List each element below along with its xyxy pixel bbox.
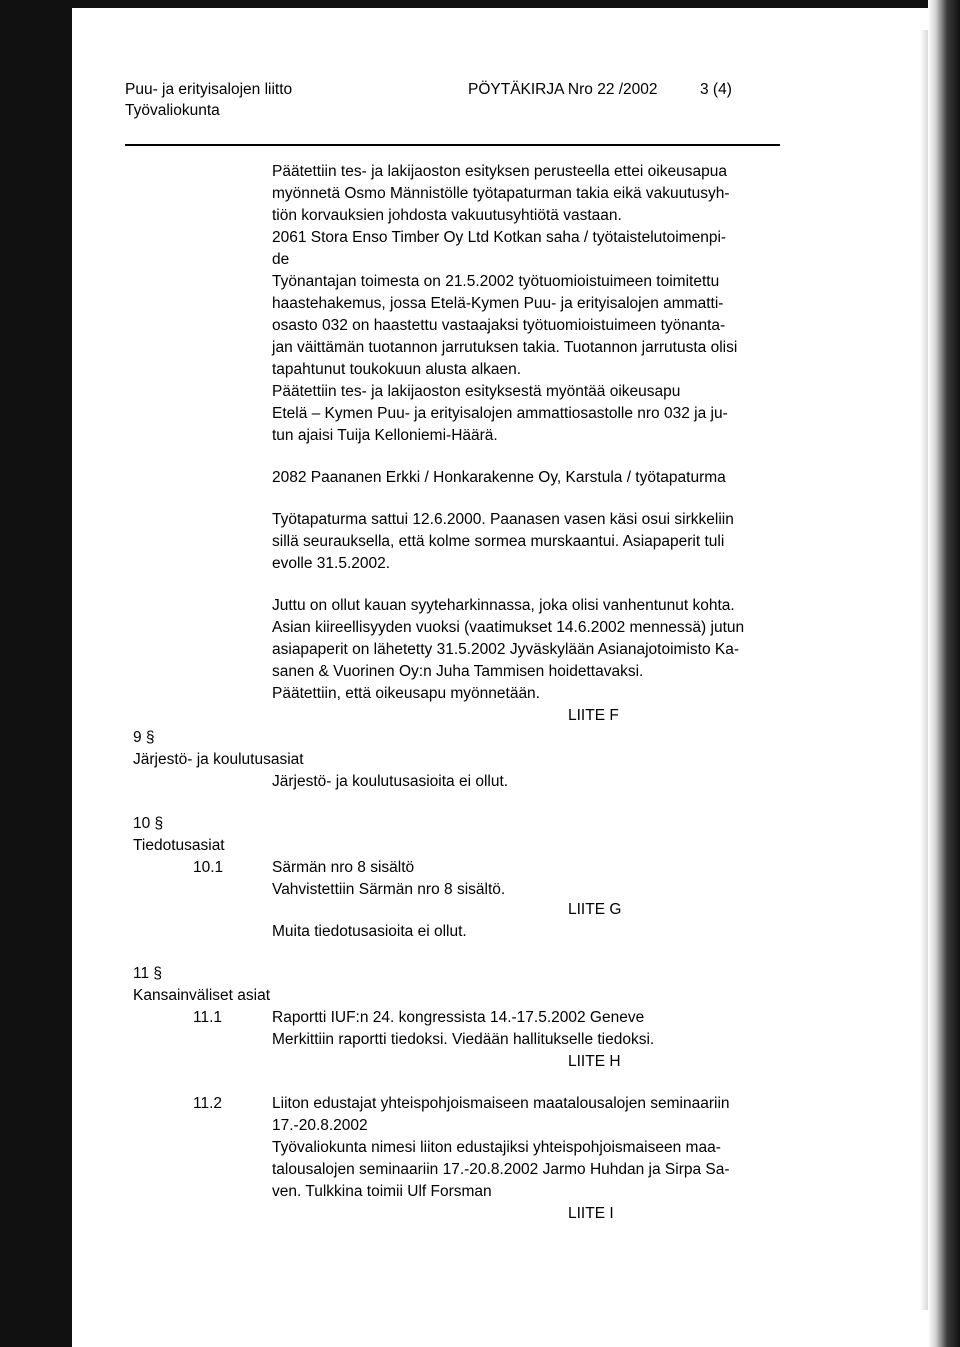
body-line: Juttu on ollut kauan syyteharkinnassa, joka olisi vanhentunut kohta. bbox=[272, 597, 735, 614]
item-title-11-2-dates: 17.-20.8.2002 bbox=[272, 1117, 368, 1134]
section-number-10: 10 § bbox=[133, 815, 164, 832]
item-title-10-1: Särmän nro 8 sisältö bbox=[272, 859, 415, 876]
body-line: Muita tiedotusasioita ei ollut. bbox=[272, 923, 467, 940]
attachment-label-h: LIITE H bbox=[568, 1053, 621, 1070]
body-line: Päätettiin tes- ja lakijaoston esityksestä myöntää oikeusapu bbox=[272, 383, 681, 400]
body-line: Työnantajan toimesta on 21.5.2002 työtuomioistuimeen toimitettu bbox=[272, 273, 720, 290]
body-line: Etelä – Kymen Puu- ja erityisalojen ammattiosastolle nro 032 ja ju- bbox=[272, 405, 728, 422]
body-line: tiön korvauksien johdosta vakuutusyhtiötä vastaan. bbox=[272, 207, 622, 224]
attachment-label-g: LIITE G bbox=[568, 901, 622, 918]
section-title-10: Tiedotusasiat bbox=[133, 837, 225, 854]
body-line: jan väittämän tuotannon jarrutuksen takia. Tuotannon jarrutusta olisi bbox=[272, 339, 738, 356]
case-heading-2082: 2082 Paananen Erkki / Honkarakenne Oy, Karstula / työtapaturma bbox=[272, 469, 726, 486]
header-rule bbox=[125, 144, 780, 146]
body-line: osasto 032 on haastettu vastaajaksi työtuomioistuimeen työnanta- bbox=[272, 317, 726, 334]
body-line: Päätettiin, että oikeusapu myönnetään. bbox=[272, 685, 540, 702]
body-line: Järjestö- ja koulutusasioita ei ollut. bbox=[272, 773, 509, 790]
body-line: Päätettiin tes- ja lakijaoston esityksen perusteella ettei oikeusapua bbox=[272, 163, 727, 180]
header-department: Työvaliokunta bbox=[125, 102, 220, 119]
body-line: ven. Tulkkina toimii Ulf Forsman bbox=[272, 1183, 492, 1200]
body-line: haastehakemus, jossa Etelä-Kymen Puu- ja erityisalojen ammatti- bbox=[272, 295, 724, 312]
body-line: sillä seurauksella, että kolme sormea murskaantui. Asiapaperit tuli bbox=[272, 533, 725, 550]
item-number-11-1: 11.1 bbox=[193, 1009, 223, 1026]
item-number-10-1: 10.1 bbox=[193, 859, 224, 876]
body-line: Työtapaturma sattui 12.6.2000. Paanasen vasen käsi osui sirkkeliin bbox=[272, 511, 734, 528]
body-line: Merkittiin raportti tiedoksi. Viedään hallitukselle tiedoksi. bbox=[272, 1031, 655, 1048]
section-number-11: 11 § bbox=[133, 965, 163, 982]
body-line: Työvaliokunta nimesi liiton edustajiksi yhteispohjoismaiseen maa- bbox=[272, 1139, 721, 1156]
attachment-label-f: LIITE F bbox=[568, 707, 619, 724]
header-doc-number: PÖYTÄKIRJA Nro 22 /2002 bbox=[468, 81, 658, 98]
item-title-11-2: Liiton edustajat yhteispohjoismaiseen maatalousalojen seminaariin bbox=[272, 1095, 730, 1112]
body-line: talousalojen seminaariin 17.-20.8.2002 Jarmo Huhdan ja Sirpa Sa- bbox=[272, 1161, 730, 1178]
header-page-number: 3 (4) bbox=[700, 81, 732, 98]
body-line: myönnetä Osmo Männistölle työtapaturman takia eikä vakuutusyh- bbox=[272, 185, 730, 202]
page-curl-shadow bbox=[920, 30, 928, 1310]
body-line: sanen & Vuorinen Oy:n Juha Tammisen hoidettavaksi. bbox=[272, 663, 644, 680]
case-heading-2061: 2061 Stora Enso Timber Oy Ltd Kotkan saha / työtaistelutoimenpi- bbox=[272, 229, 727, 246]
scan-border-right bbox=[928, 0, 960, 1347]
section-title-9: Järjestö- ja koulutusasiat bbox=[133, 751, 304, 768]
case-heading-2061-cont: de bbox=[272, 251, 290, 268]
section-title-11: Kansainväliset asiat bbox=[133, 987, 270, 1004]
item-title-11-1: Raportti IUF:n 24. kongressista 14.-17.5.2002 Geneve bbox=[272, 1009, 645, 1026]
body-line: Asian kiireellisyyden vuoksi (vaatimukset 14.6.2002 mennessä) jutun bbox=[272, 619, 745, 636]
body-line: evolle 31.5.2002. bbox=[272, 555, 391, 572]
header-org: Puu- ja erityisalojen liitto bbox=[125, 81, 293, 98]
item-number-11-2: 11.2 bbox=[193, 1095, 223, 1112]
scan-border-left bbox=[0, 0, 72, 1347]
body-line: Vahvistettiin Särmän nro 8 sisältö. bbox=[272, 881, 506, 898]
scan-border-top bbox=[0, 0, 960, 8]
attachment-label-i: LIITE I bbox=[568, 1205, 614, 1222]
body-line: tapahtunut toukokuun alusta alkaen. bbox=[272, 361, 522, 378]
body-line: asiapaperit on lähetetty 31.5.2002 Jyväskylään Asianajotoimisto Ka- bbox=[272, 641, 740, 658]
body-line: tun ajaisi Tuija Kelloniemi-Häärä. bbox=[272, 427, 498, 444]
section-number-9: 9 § bbox=[133, 729, 155, 746]
